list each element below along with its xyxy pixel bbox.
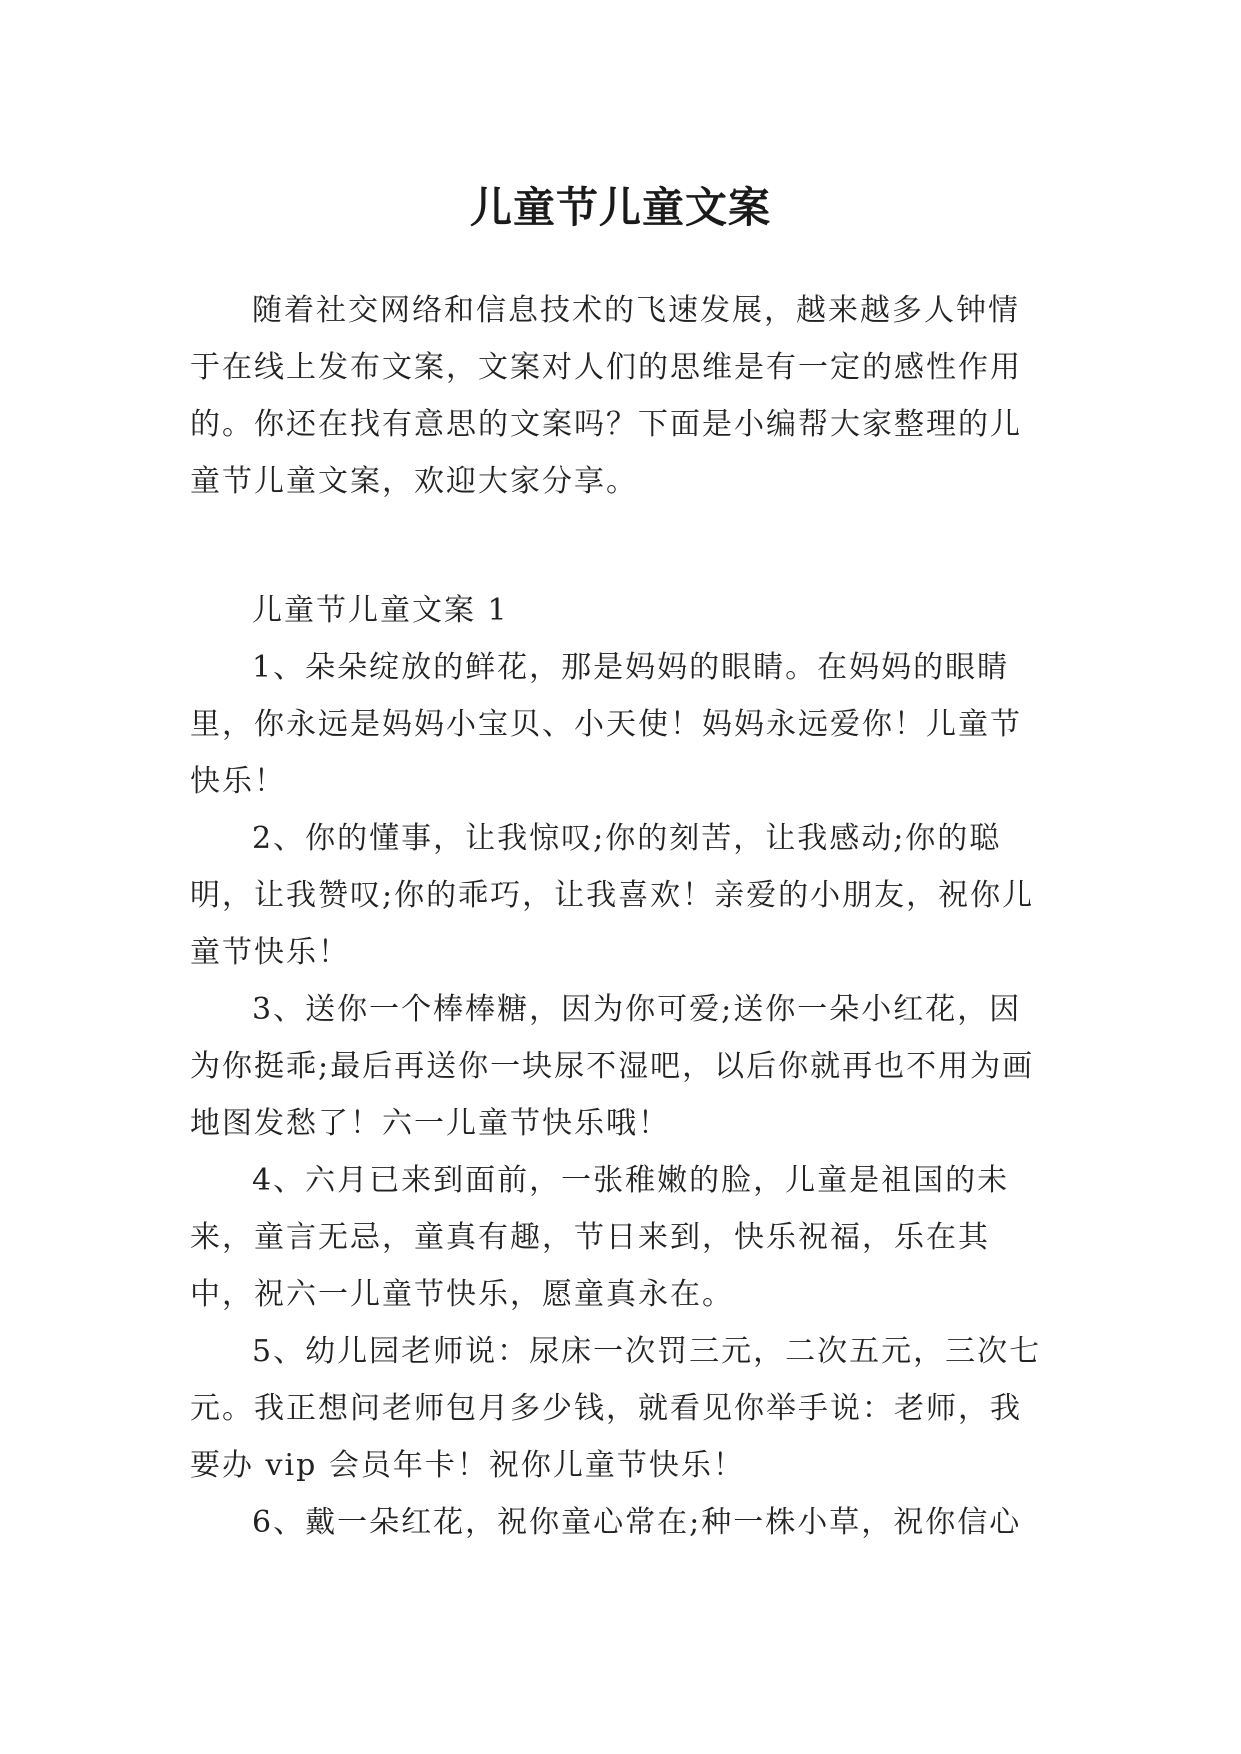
list-item: 3、送你一个棒棒糖，因为你可爱;送你一朵小红花，因为你挺乖;最后再送你一块尿不湿吧，以后你就再也不用为画地图发愁了！六一儿童节快乐哦！ bbox=[190, 992, 1035, 1141]
section-heading: 儿童节儿童文案 1 bbox=[252, 593, 509, 628]
list-item: 5、幼儿园老师说：尿床一次罚三元，二次五元，三次七元。我正想问老师包月多少钱，就看见你举手说：老师，我要办 vip 会员年卡！祝你儿童节快乐！ bbox=[190, 1334, 1042, 1483]
intro-paragraph: 随着社交网络和信息技术的飞速发展，越来越多人钟情于在线上发布文案，文案对人们的思维是有一定的感性作用的。你还在找有意思的文案吗？下面是小编帮大家整理的儿童节儿童文案，欢迎大家分享。 bbox=[190, 293, 1022, 499]
list-item: 2、你的懂事，让我惊叹;你的刻苦，让我感动;你的聪明，让我赞叹;你的乖巧，让我喜欢！亲爱的小朋友，祝你儿童节快乐！ bbox=[190, 821, 1035, 970]
list-item: 4、六月已来到面前，一张稚嫩的脸，儿童是祖国的未来，童言无忌，童真有趣，节日来到，快乐祝福，乐在其中，祝六一儿童节快乐，愿童真永在。 bbox=[190, 1163, 1010, 1312]
list-item: 1、朵朵绽放的鲜花，那是妈妈的眼睛。在妈妈的眼睛里，你永远是妈妈小宝贝、小天使！妈妈永远爱你！儿童节快乐！ bbox=[190, 650, 1022, 799]
document-title: 儿童节儿童文案 bbox=[469, 183, 771, 233]
item-list bbox=[190, 639, 1050, 1551]
list-item: 6、戴一朵红花，祝你童心常在;种一株小草，祝你信心 bbox=[252, 1505, 1022, 1540]
